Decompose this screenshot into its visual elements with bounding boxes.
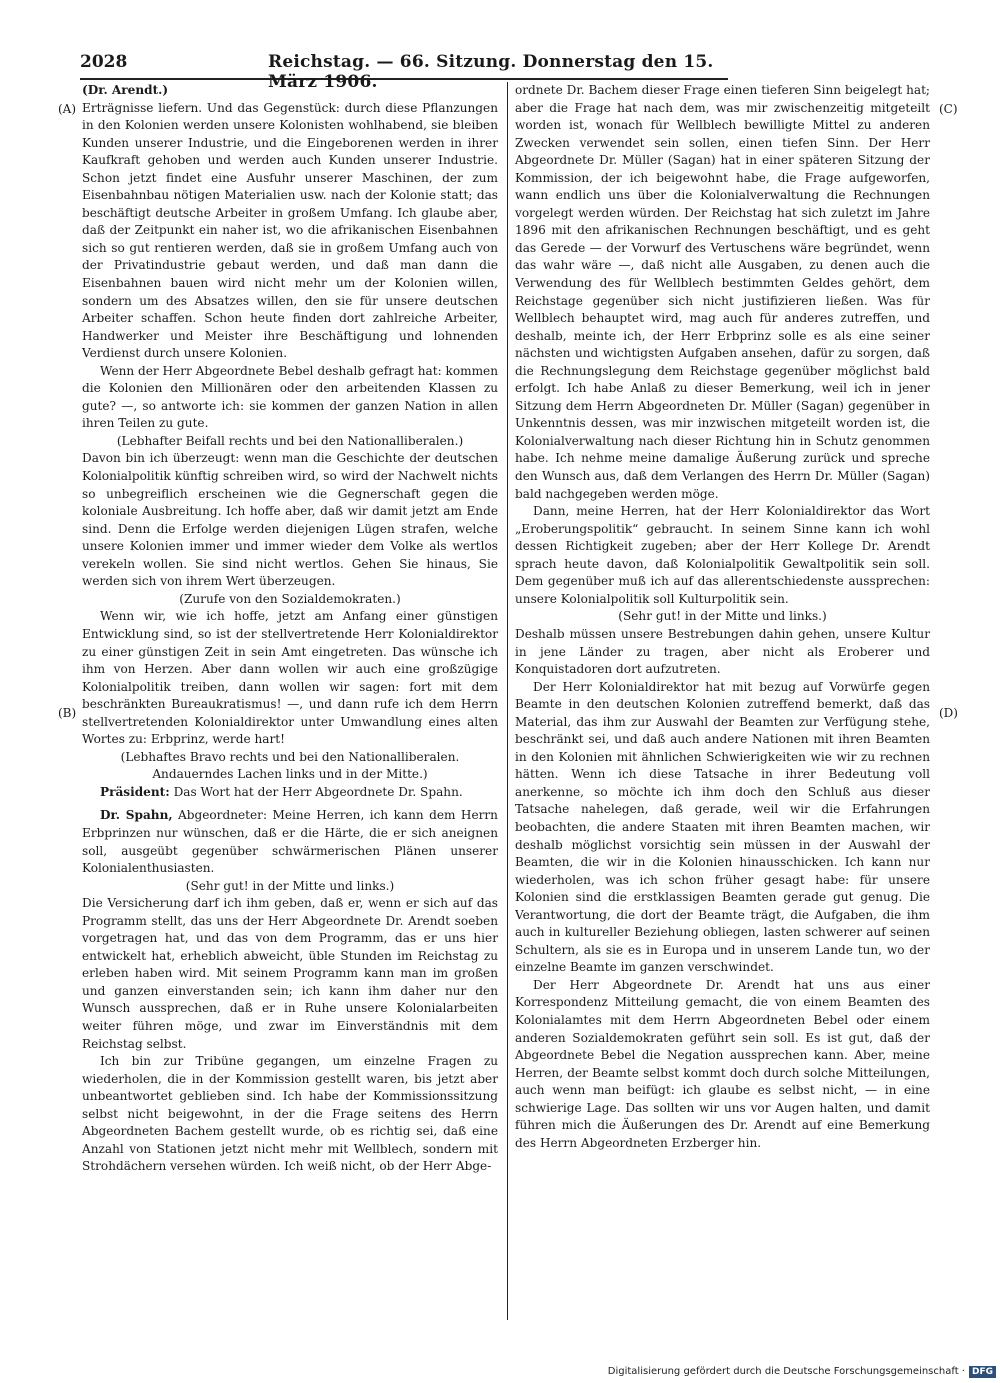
speaker-name: Dr. Spahn, bbox=[100, 808, 173, 823]
president-label: Präsident: bbox=[100, 784, 170, 799]
column-divider bbox=[507, 82, 508, 1320]
footer-text: Digitalisierung gefördert durch die Deutsche Forschungsgemeinschaft · bbox=[607, 1366, 965, 1377]
margin-marker-b: (B) bbox=[58, 706, 77, 720]
margin-marker-a: (A) bbox=[58, 102, 77, 116]
paragraph: Ich bin zur Tribüne gegangen, um einzelne Fragen zu wiederholen, die in der Kommission gestellt waren, bis jetzt aber unbeantwortet geblieben sind. Ich habe der Kommissionssitzung selbst nicht beigewohnt, in der die Frage seitens des Herrn Abgeordneten Bachem gestellt wurde, ob es richtig sei, daß eine Anzahl von Stationen jetzt nicht mehr mit Wellblech, sondern mit Strohdächern versehen würden. Ich weiß nicht, ob der Herr Abge- bbox=[82, 1054, 498, 1174]
president-text: Das Wort hat der Herr Abgeordnete Dr. Spahn. bbox=[173, 784, 463, 799]
paragraph: Wenn der Herr Abgeordnete Bebel deshalb gefragt hat: kommen die Kolonien den Millionären oder den arbeitenden Klassen zu gute? —, so antworte ich: sie kommen der ganzen Nation in allen ihren Teilen zu gute. bbox=[82, 363, 498, 431]
dfg-logo: DFG bbox=[969, 1366, 996, 1378]
interjection: (Sehr gut! in der Mitte und links.) bbox=[185, 878, 395, 893]
paragraph: ordnete Dr. Bachem dieser Frage einen tieferen Sinn beigelegt hat; aber die Frage hat nach dem, was mir zwischenzeitig mitgeteilt worden ist, wonach für Wellblech bewilligte Mittel zu anderen Zwecken verwendet sein sollen, einen tiefen Sinn. Der Herr Abgeordnete Dr. Müller (Sagan) hat in einer späteren Sitzung der Kommission, der ich beigewohnt habe, die Frage aufgeworfen, wann endlich uns über die Kolonialverwaltung die Rechnungen vorgelegt werden würden. Der Reichstag hat sich zuletzt im Jahre 1896 mit den afrikanischen Rechnungen beschäftigt, und es geht das Gerede — der Vorwurf des Vertuschens wäre begründet, wenn das wahr wäre —, daß nicht alle Ausgaben, zu denen auch die Verwendung des für Wellblech bestimmten Geldes gehört, dem Reichstage gegenüber sich nicht justifizieren ließen. Was für Wellblech behauptet wird, mag auch für anderes zutreffen, und deshalb, meinte ich, der Herr Erbprinz solle es als eine seiner nächsten und wichtigsten Aufgaben ansehen, dafür zu sorgen, daß die Rechnungslegung dem Reichstage gegenüber möglichst bald erfolgt. Ich habe Anlaß zu dieser Bemerkung, weil ich in jener Sitzung dem Herrn Abgeordneten Dr. Müller (Sagan) gegenüber in Unkenntnis dessen, was mir inzwischen mitgeteilt worden ist, die Kolonialverwaltung nach dieser Richtung hin in Schutz genommen habe. Ich nehme meine damalige Äußerung zurück und spreche den Wunsch aus, daß dem Verlangen des Herrn Dr. Müller (Sagan) bald nachgegeben werden möge. bbox=[515, 83, 930, 501]
paragraph: Der Herr Kolonialdirektor hat mit bezug auf Vorwürfe gegen Beamte in den deutschen Kolonien zutreffend bemerkt, daß das Material, das ihm zur Auswahl der Beamten zur Verfügung stehe, beschränkt sei, und daß auch andere Nationen mit ihren Beamten in den Kolonien mit ähnlichen Schwierigkeiten wie wir zu rechnen hätten. Wenn ich diese Tatsache in ihrer Bedeutung voll anerkenne, so möchte ich ihm doch den Schluß aus dieser Tatsache nahelegen, daß gerade, weil wir die Erfahrungen beobachten, die andere Staaten mit ihren Beamten machen, wir deshalb möglichst vorsichtig sein müssen in der Auswahl der Beamten, die wir in die Kolonien hinausschicken. Ich kann nur wiederholen, was ich schon früher gesagt habe: für unsere Kolonien sind die erstklassigen Beamten gerade gut genug. Die Verantwortung, die dort der Beamte trägt, die Aufgaben, die ihm auch in kultureller Beziehung obliegen, lasten schwerer auf seinen Schultern, als sie es in Europa und in unserem Lande tun, wo der einzelne Beamte im ganzen verschwindet. bbox=[515, 679, 930, 975]
left-column bbox=[82, 82, 498, 1176]
paragraph: Deshalb müssen unsere Bestrebungen dahin gehen, unsere Kultur in jene Länder zu tragen, aber nicht als Eroberer und Konquistadoren dort aufzutreten. bbox=[515, 626, 930, 677]
interjection: (Zurufe von den Sozialdemokraten.) bbox=[179, 591, 401, 606]
paragraph: Meine Herren, ich kann dem Herrn Erbprinzen nur wünschen, daß er die Härte, die er sich aneignen soll, ausgeübt gegenüber schwärmerischen Plänen unserer Kolonialenthusiasten. bbox=[82, 808, 498, 876]
running-title: Reichstag. — 66. Sitzung. Donnerstag den 15. März 1906. bbox=[268, 52, 714, 92]
speaker-role: Abgeordneter: bbox=[178, 808, 268, 823]
interjection: (Sehr gut! in der Mitte und links.) bbox=[618, 609, 827, 624]
page-number: 2028 bbox=[80, 52, 128, 72]
paragraph: Davon bin ich überzeugt: wenn man die Geschichte der deutschen Kolonialpolitik künftig schreiben wird, so wird der Nachwelt nichts so unbegreiflich erscheinen wie die Gegnerschaft gegen die koloniale Ausbreitung. Ich hoffe aber, daß wir damit jetzt am Ende sind. Denn die Erfolge werden diejenigen Lügen strafen, welche unsere Kolonien immer und immer wieder dem Volke als wertlos verekeln wollen. Sie sind nicht wertlos. Gehen Sie hinaus, Sie werden sich von ihrem Wert überzeugen. bbox=[82, 451, 498, 589]
paragraph: Wenn wir, wie ich hoffe, jetzt am Anfang einer günstigen Entwicklung sind, so ist der stellvertretende Herr Kolonialdirektor zu einer günstigen Zeit in sein Amt eingetreten. Das wünsche ich ihm von Herzen. Aber dann wollen wir auch eine großzügige Kolonialpolitik treiben, dann wollen wir sagen: fort mit dem beschränkten Bureaukratismus! —, und dann rufe ich dem Herrn stellvertretenden Kolonialdirektor unter Umwandlung eines alten Wortes zu: Erbprinz, werde hart! bbox=[82, 609, 498, 747]
interjection: (Lebhaftes Bravo rechts und bei den Nationalliberalen. Andauerndes Lachen links und in der Mitte.) bbox=[120, 749, 460, 782]
paragraph: Der Herr Abgeordnete Dr. Arendt hat uns aus einer Korrespondenz Mitteilung gemacht, die von einem Beamten des Kolonialamtes mit dem Herrn Abgeordneten Bebel oder einem anderen Sozialdemokraten geführt sein soll. Es ist gut, daß der Abgeordnete Bebel die Negation aussprechen kann. Aber, meine Herren, der Beamte selbst kommt doch durch solche Mitteilungen, auch wenn man beifügt: ich glaube es selbst nicht, — in eine schwierige Lage. Das sollten wir uns vor Augen halten, und damit führen mich die Äußerungen des Dr. Arendt auf eine Bemerkung des Herrn Abgeordneten Erzberger hin. bbox=[515, 977, 930, 1150]
right-column bbox=[515, 82, 930, 1152]
margin-marker-d: (D) bbox=[939, 706, 958, 720]
paragraph: Erträgnisse liefern. Und das Gegenstück: durch diese Pflanzungen in den Kolonien werden unsere Kolonisten wohlhabend, sie bleiben Kunden unserer Industrie, und die Eingeborenen werden in ihrer Kaufkraft gehoben und werden auch Kunden unserer Industrie. Schon jetzt findet eine Ausfuhr unserer Maschinen, der zum Eisenbahnbau nötigen Materialien usw. nach der Kolonie statt; das beschäftigt deutsche Arbeiter in großem Umfang. Ich glaube aber, daß der Zeitpunkt ein naher ist, wo die afrikanischen Eisenbahnen sich so gut rentieren werden, daß sie in großem Umfang auch von der Privatindustrie gebaut werden, und daß man dann die Eisenbahnen bauen wird nicht mehr um der Kolonien willen, sondern um des Absatzes willen, den sie für unsere deutschen Arbeiter schaffen. Schon heute finden dort zahlreiche Arbeiter, Handwerker und Meister ihre Beschäftigung und lohnenden Verdienst durch unsere Kolonien. bbox=[82, 100, 498, 361]
speaker-label: (Dr. Arendt.) bbox=[82, 83, 169, 97]
speaker-intro-paragraph bbox=[82, 807, 498, 877]
president-paragraph bbox=[82, 784, 498, 802]
interjection: (Lebhafter Beifall rechts und bei den Nationalliberalen.) bbox=[116, 433, 464, 448]
paragraph: Dann, meine Herren, hat der Herr Kolonialdirektor das Wort „Eroberungspolitik“ gebraucht. In seinem Sinne kann ich wohl dessen Richtigkeit zugeben; aber der Herr Kollege Dr. Arendt sprach heute davon, daß Kolonialpolitik Gewaltpolitik sein soll. Dem gegenüber muß ich auf das allerentschiedenste aussprechen: unsere Kolonialpolitik soll Kulturpolitik sein. bbox=[515, 504, 930, 606]
paragraph: Die Versicherung darf ich ihm geben, daß er, wenn er sich auf das Programm stellt, das uns der Herr Abgeordnete Dr. Arendt soeben vorgetragen hat, und das von dem Programm, das er uns hier entwickelt hat, erheblich abweicht, üble Stunden im Reichstag zu erleben haben wird. Mit seinem Programm kann man im großen und ganzen einverstanden sein; ich kann ihm daher nur den Wunsch aussprechen, daß er in Ruhe unsere Kolonialarbeiten weiter führen möge, und zwar im Einverständnis mit dem Reichstag selbst. bbox=[82, 896, 498, 1051]
margin-marker-c: (C) bbox=[939, 102, 958, 116]
digitization-footer bbox=[606, 1366, 996, 1382]
